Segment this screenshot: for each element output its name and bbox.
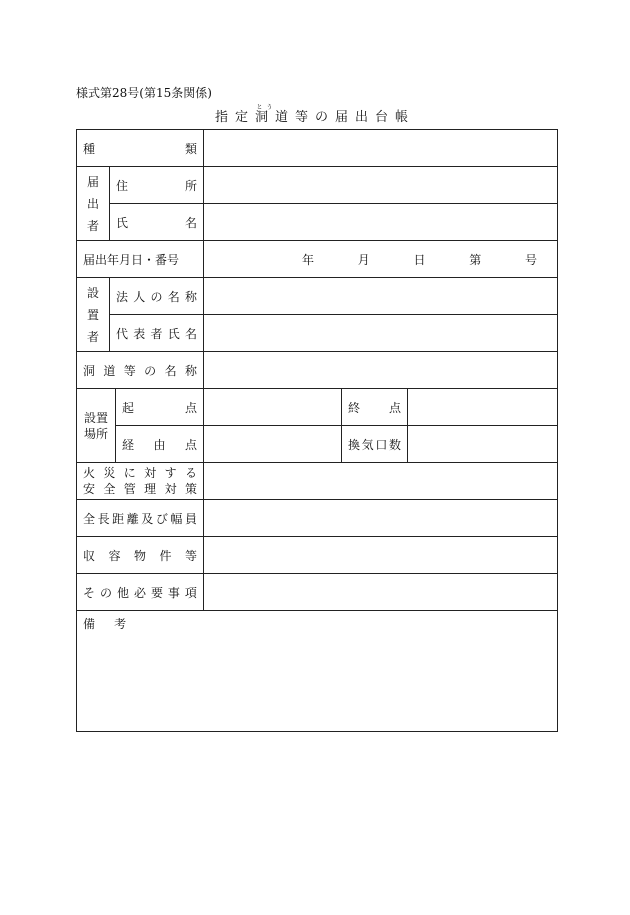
value-end-point[interactable]: [408, 389, 558, 426]
value-date-number[interactable]: [204, 241, 558, 278]
row-notes: [77, 611, 558, 732]
label-fire-safety: 火 災 に 対 す る 安 全 管 理 対 策: [77, 463, 204, 500]
label-date-number: 届出年月日・番号: [77, 241, 204, 278]
label-notifier-group: 届 出 者: [77, 167, 110, 241]
row-location-start: [77, 389, 558, 426]
label-notes: 備 考: [83, 617, 127, 631]
value-corp-name[interactable]: [204, 278, 558, 315]
label-kind: 種 類: [77, 130, 204, 167]
row-kind: [77, 130, 558, 167]
row-date-number: [77, 241, 558, 278]
label-rep-name: 代 表 者 氏 名: [110, 315, 204, 352]
label-length-width: 全 長 距 離 及 び 幅 員: [77, 500, 204, 537]
value-name[interactable]: [204, 204, 558, 241]
value-vent-count[interactable]: [408, 426, 558, 463]
label-location-group: 設置 場所: [77, 389, 116, 463]
row-fire-safety: [77, 463, 558, 500]
value-start-point[interactable]: [204, 389, 342, 426]
label-corp-name: 法 人 の 名 称: [110, 278, 204, 315]
number-suffix: 号: [525, 252, 538, 267]
label-address: 住 所: [110, 167, 204, 204]
row-installer-rep: [77, 315, 558, 352]
title-ruby-reading: とう: [254, 104, 275, 111]
page-title: [0, 104, 630, 125]
label-start-point: 起 点: [116, 389, 204, 426]
label-vent-count: 換 気 口 数: [342, 426, 408, 463]
value-fire-safety[interactable]: [204, 463, 558, 500]
title-part-2: 道等の届出台帳: [275, 110, 416, 125]
row-contents: [77, 537, 558, 574]
row-notifier-name: [77, 204, 558, 241]
ledger-table: [76, 129, 558, 732]
row-length-width: [77, 500, 558, 537]
label-other: そ の 他 必 要 事 項: [77, 574, 204, 611]
title-ruby-base: 洞: [254, 110, 275, 125]
value-contents[interactable]: [204, 537, 558, 574]
value-length-width[interactable]: [204, 500, 558, 537]
title-part-1: 指定: [214, 110, 255, 125]
form-number: 様式第28号(第15条関係): [76, 86, 212, 100]
row-other: [77, 574, 558, 611]
value-address[interactable]: [204, 167, 558, 204]
value-kind[interactable]: [204, 130, 558, 167]
row-tunnel-name: [77, 352, 558, 389]
date-month-unit: 月: [357, 252, 370, 267]
value-other[interactable]: [204, 574, 558, 611]
date-year-unit: 年: [302, 252, 315, 267]
label-contents: 収 容 物 件 等: [77, 537, 204, 574]
value-via-point[interactable]: [204, 426, 342, 463]
row-installer-corp: [77, 278, 558, 315]
number-prefix: 第: [469, 252, 482, 267]
row-location-via: [77, 426, 558, 463]
label-tunnel-name: 洞 道 等 の 名 称: [77, 352, 204, 389]
notes-cell[interactable]: [77, 611, 558, 732]
value-rep-name[interactable]: [204, 315, 558, 352]
label-end-point: 終 点: [342, 389, 408, 426]
row-notifier-address: [77, 167, 558, 204]
value-tunnel-name[interactable]: [204, 352, 558, 389]
label-installer-group: 設 置 者: [77, 278, 110, 352]
title-ruby: [254, 104, 275, 125]
label-via-point: 経 由 点: [116, 426, 204, 463]
date-day-unit: 日: [413, 252, 426, 267]
label-name: 氏 名: [110, 204, 204, 241]
